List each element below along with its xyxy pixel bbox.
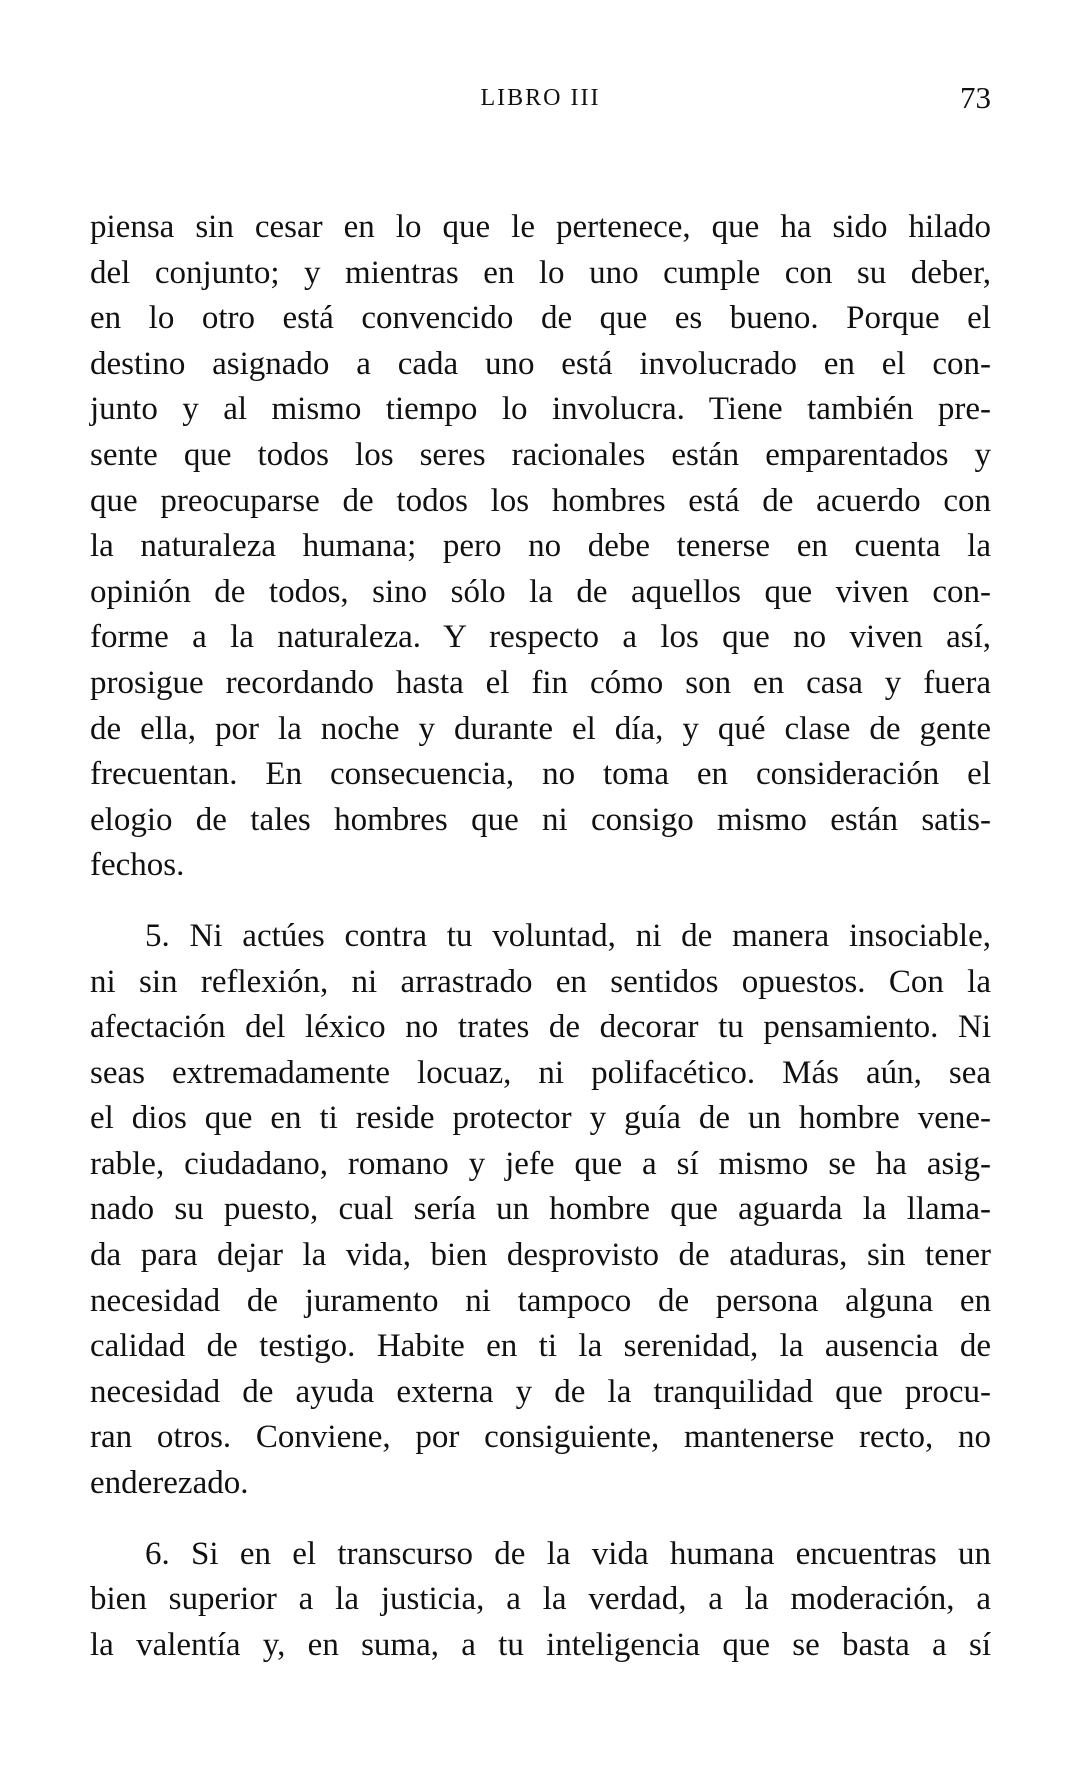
text-line: enderezado.	[90, 1465, 249, 1502]
text-line: destino asignado a cada uno está involucrado en el con-	[90, 345, 991, 382]
text-line: ni sin reflexión, ni arrastrado en sentidos opuestos. Con la	[90, 963, 991, 1000]
text-line: piensa sin cesar en lo que le pertenece, que ha sido hilado	[90, 209, 991, 245]
text-line: del conjunto; y mientras en lo uno cumple con su deber,	[90, 254, 991, 291]
text-line: elogio de tales hombres que ni consigo mismo están satis-	[90, 801, 991, 838]
paragraph-continuation	[90, 205, 991, 889]
text-line: necesidad de ayuda externa y de la tranquilidad que procu-	[90, 1373, 991, 1410]
text-line: que preocuparse de todos los hombres está de acuerdo con	[90, 482, 991, 519]
page-number: 73	[960, 80, 991, 115]
paragraph-section-5	[90, 914, 991, 1507]
text-line: bien superior a la justicia, a la verdad, a la moderación, a	[90, 1581, 991, 1618]
text-line: opinión de todos, sino sólo la de aquellos que viven con-	[90, 573, 991, 610]
body-text	[90, 205, 991, 1668]
text-line: sente que todos los seres racionales están emparentados y	[90, 436, 991, 473]
text-line: forme a la naturaleza. Y respecto a los que no viven así,	[90, 619, 991, 656]
paragraph-section-6	[90, 1532, 991, 1669]
text-line: frecuentan. En consecuencia, no toma en consideración el	[90, 756, 991, 793]
page-header	[90, 78, 991, 118]
text-line: rable, ciudadano, romano y jefe que a sí mismo se ha asig-	[90, 1145, 991, 1182]
text-line: nado su puesto, cual sería un hombre que aguarda la llama-	[90, 1191, 991, 1228]
text-line: prosigue recordando hasta el fin cómo son en casa y fuera	[90, 664, 991, 701]
text-line: necesidad de juramento ni tampoco de persona alguna en	[90, 1282, 991, 1319]
text-line: el dios que en ti reside protector y guía de un hombre vene-	[90, 1100, 991, 1137]
running-head: LIBRO III	[480, 85, 601, 111]
text-line: ran otros. Conviene, por consiguiente, mantenerse recto, no	[90, 1419, 991, 1456]
text-line: calidad de testigo. Habite en ti la serenidad, la ausencia de	[90, 1328, 991, 1365]
text-line: junto y al mismo tiempo lo involucra. Tiene también pre-	[90, 391, 991, 428]
text-line: seas extremadamente locuaz, ni polifacético. Más aún, sea	[90, 1054, 991, 1091]
text-line: 5. Ni actúes contra tu voluntad, ni de manera insociable,	[145, 917, 991, 954]
text-line: afectación del léxico no trates de decorar tu pensamiento. Ni	[90, 1009, 991, 1046]
text-line: la valentía y, en suma, a tu inteligencia que se basta a sí	[90, 1626, 991, 1663]
text-line: fechos.	[90, 847, 185, 884]
text-line: da para dejar la vida, bien desprovisto de ataduras, sin tener	[90, 1237, 991, 1274]
text-line: en lo otro está convencido de que es bueno. Porque el	[90, 300, 991, 337]
text-line: de ella, por la noche y durante el día, y qué clase de gente	[90, 710, 991, 747]
text-line: la naturaleza humana; pero no debe tenerse en cuenta la	[90, 528, 991, 565]
text-line: 6. Si en el transcurso de la vida humana encuentras un	[145, 1535, 991, 1572]
